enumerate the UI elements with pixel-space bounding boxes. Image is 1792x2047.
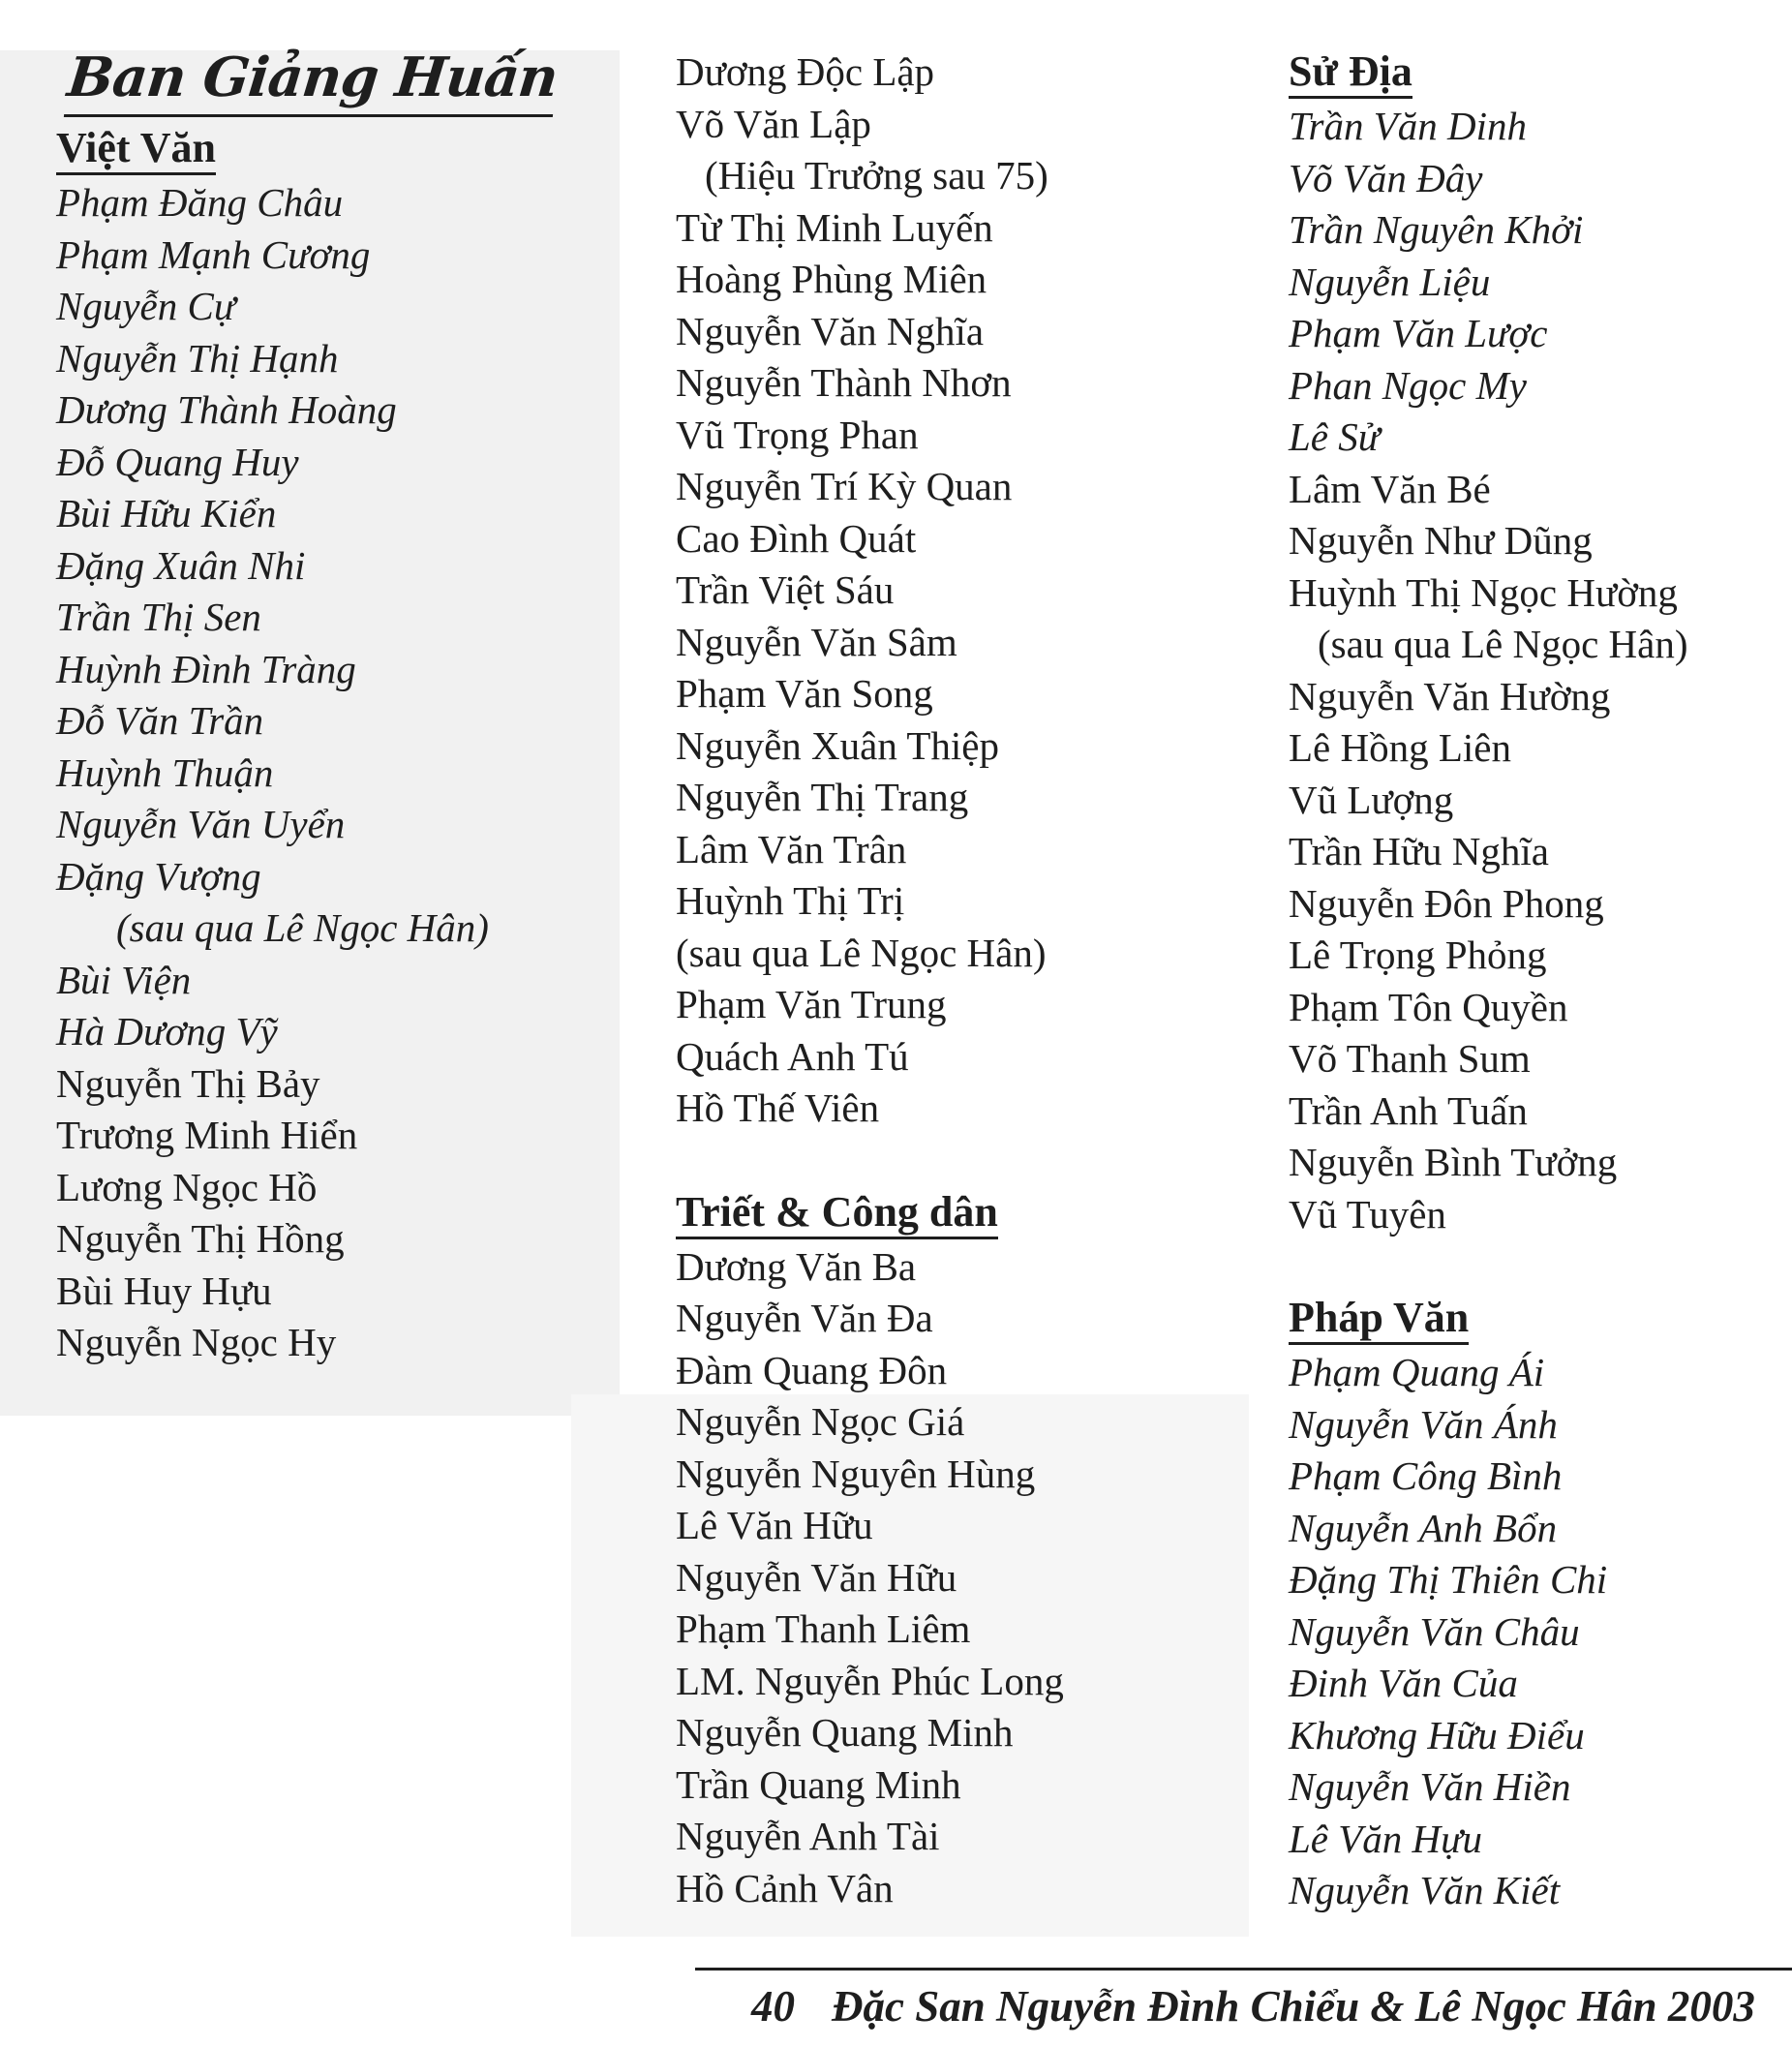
footer-rule bbox=[695, 1968, 1792, 1971]
list-item: Trần Hữu Nghĩa bbox=[1289, 829, 1549, 873]
list-item: Lê Văn Hữu bbox=[676, 1503, 873, 1547]
publication-title: Đặc San Nguyễn Đình Chiểu & Lê Ngọc Hân 2003 bbox=[832, 1982, 1755, 2031]
list-item-note: (sau qua Lê Ngọc Hân) bbox=[1318, 622, 1688, 666]
list-item: Lương Ngọc Hồ bbox=[56, 1164, 318, 1209]
list-item: Lê Văn Hựu bbox=[1289, 1816, 1483, 1861]
list-item: Lâm Văn Bé bbox=[1289, 466, 1491, 511]
list-item: Bùi Huy Hựu bbox=[56, 1268, 272, 1313]
list-item: Trương Minh Hiển bbox=[56, 1113, 358, 1157]
list-item: Nguyễn Nguyên Hùng bbox=[676, 1451, 1036, 1496]
list-item: Nguyễn Anh Tài bbox=[676, 1814, 940, 1858]
list-item: Nguyễn Quang Minh bbox=[676, 1710, 1014, 1755]
section-triet-cong-dan bbox=[676, 1187, 1064, 1915]
section-heading-triet-cong-dan: Triết & Công dân bbox=[676, 1188, 998, 1239]
list-item: Nguyễn Thị Bảy bbox=[56, 1060, 320, 1106]
list-item: Hoàng Phùng Miên bbox=[676, 257, 987, 301]
list-item: Nguyễn Thị Hạnh bbox=[56, 335, 339, 381]
list-item: Nguyễn Cự bbox=[56, 284, 236, 328]
phap-van-names bbox=[1289, 1347, 1688, 1917]
column-middle bbox=[676, 46, 1064, 1914]
column-left bbox=[56, 41, 561, 1369]
list-item: Nguyễn Ngọc Hy bbox=[56, 1320, 337, 1364]
list-item: Quách Anh Tú bbox=[676, 1033, 909, 1079]
list-item: Nguyễn Xuân Thiệp bbox=[676, 722, 1000, 768]
su-dia-names-italic bbox=[1289, 101, 1688, 464]
list-item: Nguyễn Văn Đa bbox=[676, 1296, 933, 1340]
list-item: Nguyễn Văn Ánh bbox=[1289, 1401, 1558, 1447]
list-item: Cao Đình Quát bbox=[676, 515, 917, 561]
list-item: Đỗ Văn Trần bbox=[56, 698, 264, 743]
list-item: Trần Quang Minh bbox=[676, 1761, 961, 1807]
list-item: Nguyễn Anh Bổn bbox=[1289, 1505, 1558, 1550]
list-item: Nguyễn Văn Hữu bbox=[676, 1554, 957, 1600]
list-item: Trần Văn Dinh bbox=[1289, 104, 1528, 148]
list-item: Lê Sử bbox=[1289, 414, 1381, 459]
list-item: Đàm Quang Đôn bbox=[676, 1347, 948, 1392]
section-su-dia bbox=[1289, 46, 1688, 1240]
list-item: Nguyễn Văn Châu bbox=[1289, 1608, 1580, 1654]
list-item: Nguyễn Văn Uyển bbox=[56, 802, 346, 846]
section-heading-su-dia: Sử Địa bbox=[1289, 47, 1412, 99]
list-item: Hà Dương Vỹ bbox=[56, 1009, 278, 1054]
viet-van-continued bbox=[676, 46, 1064, 1135]
list-item: Nguyễn Liệu bbox=[1289, 259, 1491, 304]
list-item: Nguyễn Bình Tưởng bbox=[1289, 1140, 1618, 1184]
list-item: Phạm Thanh Liêm bbox=[676, 1606, 971, 1651]
viet-van-names-italic bbox=[56, 177, 557, 1058]
list-item: Phạm Mạnh Cương bbox=[56, 231, 371, 277]
list-item: Khương Hữu Điểu bbox=[1289, 1712, 1585, 1757]
list-item: Nguyễn Như Dũng bbox=[1289, 518, 1593, 563]
list-item: Đặng Thị Thiên Chi bbox=[1289, 1557, 1608, 1602]
list-item: Nguyễn Văn Sâm bbox=[676, 619, 957, 664]
column-right bbox=[1289, 46, 1688, 1917]
list-item: Vũ Tuyên bbox=[1289, 1191, 1446, 1237]
list-item: Hồ Cảnh Vân bbox=[676, 1865, 894, 1910]
list-item: Phạm Văn Trung bbox=[676, 982, 947, 1026]
list-item: Lê Trọng Phỏng bbox=[1289, 932, 1547, 977]
list-item: Phan Ngọc My bbox=[1289, 362, 1527, 408]
list-item: Võ Thanh Sum bbox=[1289, 1036, 1531, 1081]
list-item: Nguyễn Ngọc Giá bbox=[676, 1399, 965, 1444]
list-item: Đặng Xuân Nhi bbox=[56, 542, 306, 588]
list-item: Phạm Văn Song bbox=[676, 671, 933, 716]
list-item-note: (Hiệu Trưởng sau 75) bbox=[705, 153, 1048, 198]
list-item: LM. Nguyễn Phúc Long bbox=[676, 1658, 1064, 1703]
list-item: Nguyễn Văn Hiền bbox=[1289, 1764, 1571, 1809]
list-item: Huỳnh Thuận bbox=[56, 749, 274, 795]
list-item: Đinh Văn Của bbox=[1289, 1661, 1518, 1705]
list-item: Nguyễn Thị Trang bbox=[676, 775, 969, 819]
list-item: Vũ Lượng bbox=[1289, 777, 1454, 822]
list-item: Vũ Trọng Phan bbox=[676, 412, 919, 457]
list-item: Từ Thị Minh Luyến bbox=[676, 204, 993, 250]
list-item: Bùi Viện bbox=[56, 957, 192, 1002]
list-item: Võ Văn Lập bbox=[676, 101, 871, 146]
list-item: Lê Hồng Liên bbox=[1289, 725, 1511, 770]
section-heading-viet-van: Việt Văn bbox=[56, 124, 216, 175]
list-item: Đặng Vượng bbox=[56, 853, 261, 899]
section-viet-van bbox=[56, 123, 557, 1369]
section-phap-van bbox=[1289, 1293, 1688, 1917]
list-item: Trần Nguyên Khởi bbox=[1289, 207, 1584, 252]
list-item: Nguyễn Thị Hồng bbox=[56, 1216, 345, 1261]
list-item: Nguyễn Văn Hường bbox=[1289, 673, 1611, 718]
list-item: Võ Văn Đây bbox=[1289, 155, 1483, 200]
list-item: Dương Văn Ba bbox=[676, 1243, 917, 1289]
list-item: Trần Việt Sáu bbox=[676, 567, 895, 612]
list-item: Nguyễn Văn Kiết bbox=[1289, 1868, 1561, 1912]
list-item: Huỳnh Đình Tràng bbox=[56, 646, 356, 691]
list-item: Huỳnh Thị Trị bbox=[676, 878, 905, 923]
list-item: Dương Thành Hoàng bbox=[56, 387, 397, 432]
page-footer bbox=[751, 1981, 1755, 2032]
list-item: Phạm Quang Ái bbox=[1289, 1350, 1545, 1394]
list-item: Phạm Công Bình bbox=[1289, 1453, 1563, 1498]
list-item: Nguyễn Thành Nhơn bbox=[676, 360, 1012, 405]
list-item: Phạm Tôn Quyền bbox=[1289, 984, 1568, 1029]
list-item: Huỳnh Thị Ngọc Hường bbox=[1289, 569, 1678, 615]
list-item: Phạm Đăng Châu bbox=[56, 180, 344, 225]
su-dia-names-upright bbox=[1289, 464, 1688, 1241]
list-item: Trần Thị Sen bbox=[56, 595, 261, 639]
section-heading-phap-van: Pháp Văn bbox=[1289, 1294, 1469, 1345]
list-item: Dương Độc Lập bbox=[676, 49, 935, 94]
list-item: Nguyễn Đôn Phong bbox=[1289, 880, 1604, 926]
list-item: Bùi Hữu Kiển bbox=[56, 491, 277, 535]
list-item: Nguyễn Trí Kỳ Quan bbox=[676, 464, 1013, 508]
list-item: Lâm Văn Trân bbox=[676, 826, 907, 871]
viet-van-names-upright bbox=[56, 1058, 557, 1369]
list-item-note: (sau qua Lê Ngọc Hân) bbox=[116, 905, 489, 950]
list-item-note: (sau qua Lê Ngọc Hân) bbox=[676, 930, 1047, 975]
list-item: Hồ Thế Viên bbox=[676, 1085, 880, 1130]
list-item: Phạm Văn Lược bbox=[1289, 311, 1548, 355]
list-item: Trần Anh Tuấn bbox=[1289, 1087, 1528, 1133]
list-item: Nguyễn Văn Nghĩa bbox=[676, 308, 985, 353]
page-number: 40 bbox=[751, 1982, 795, 2031]
page-title: Ban Giảng Huấn bbox=[64, 41, 562, 117]
list-item: Đỗ Quang Huy bbox=[56, 439, 299, 484]
